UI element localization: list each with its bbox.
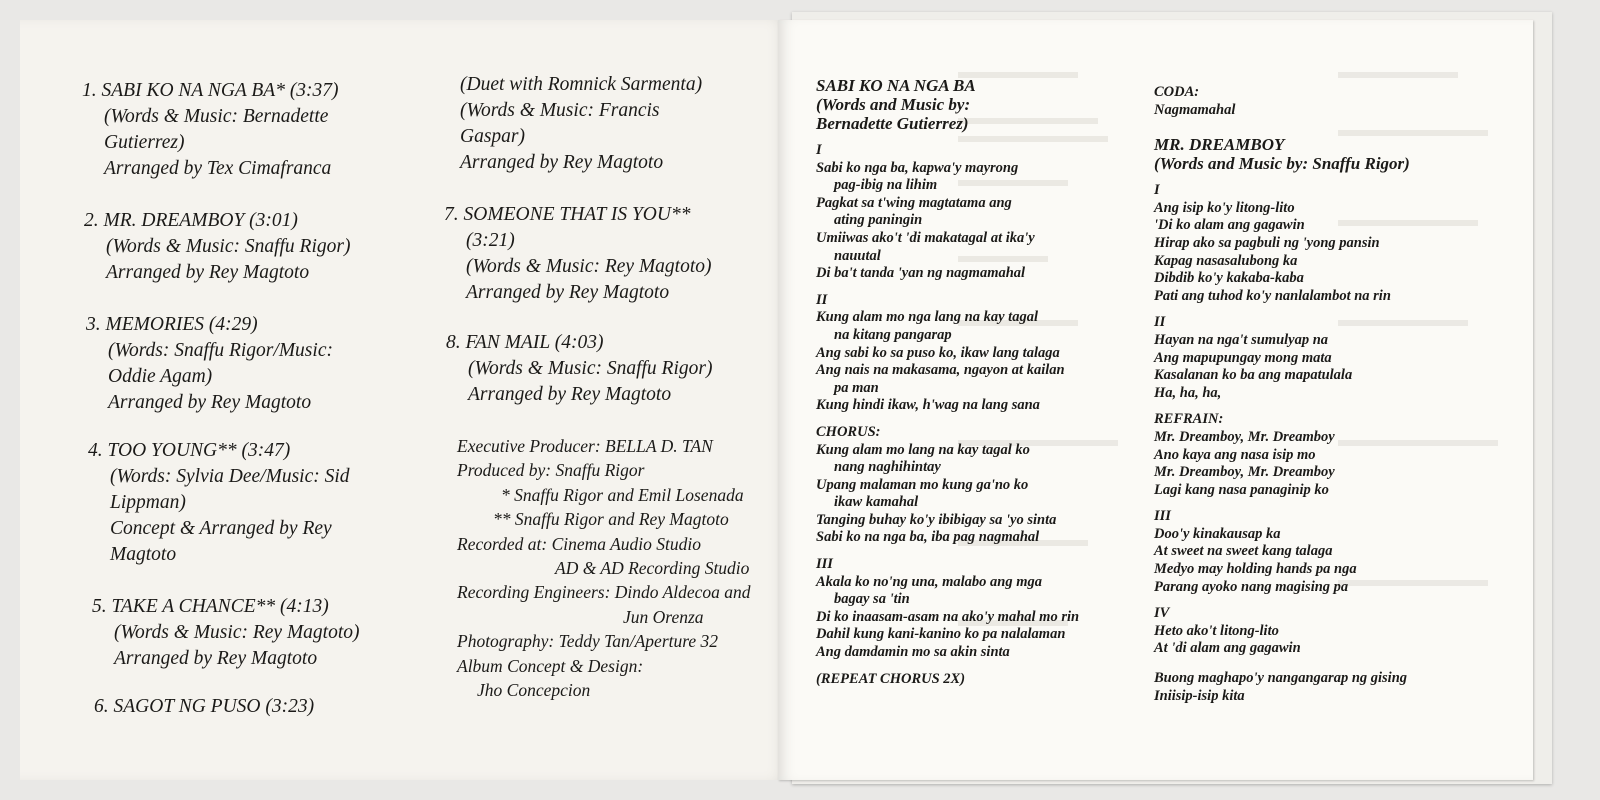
lyric-line: Medyo may holding hands pa nga — [1154, 561, 1357, 578]
song-credit: (Words and Music by: Snaffu Rigor) — [1154, 154, 1410, 174]
lyric-line: Pati ang tuhod ko'y nanlalambot na rin — [1154, 287, 1391, 304]
credit-line: Produced by: Snaffu Rigor — [457, 460, 645, 481]
lyric-line: Di ko inaasam-asam na ako'y mahal mo rin — [816, 608, 1080, 625]
lyric-line: Lagi kang nasa panaginip ko — [1154, 481, 1329, 498]
credit-line: ** Snaffu Rigor and Rey Magtoto — [493, 509, 729, 530]
track-4 — [88, 438, 350, 568]
lyric-line: Hayan na nga't sumulyap na — [1154, 331, 1329, 348]
lyric-line: Ha, ha, ha, — [1154, 384, 1222, 401]
lyric-line: Parang ayoko nang magising pa — [1154, 578, 1349, 595]
section-label: III — [1154, 508, 1171, 525]
verse-1 — [816, 142, 1146, 283]
section-label: III — [816, 556, 833, 573]
verse-3 — [1154, 508, 1494, 596]
credit-line: Recorded at: Cinema Audio Studio — [457, 533, 701, 554]
track-detail: (Duet with Romnick Sarmenta) — [460, 74, 703, 95]
lyric-line: Sabi ko na nga ba, iba pag nagmahal — [816, 529, 1040, 546]
lyric-line: na kitang pangarap — [834, 326, 952, 343]
lyric-line: Ang nais na makasama, ngayon at kailan — [816, 362, 1065, 379]
track-detail: Gutierrez) — [104, 132, 185, 153]
track-detail: Arranged by Rey Magtoto — [468, 384, 672, 405]
lyric-line: Di ba't tanda 'yan ng nagmamahal — [816, 265, 1026, 282]
chorus — [816, 424, 1146, 547]
lyric-line: 'Di ko alam ang gagawin — [1154, 217, 1305, 234]
credit-line: Executive Producer: BELLA D. TAN — [457, 436, 713, 456]
verse-2 — [1154, 314, 1494, 402]
lyric-line: At 'di alam ang gagawin — [1154, 640, 1301, 657]
track-6 — [94, 694, 314, 720]
track-6-continued — [438, 72, 702, 176]
section-label: CHORUS: — [816, 423, 881, 440]
track-detail: (Words & Music: Snaffu Rigor) — [106, 236, 351, 257]
section-label: (REPEAT CHORUS 2X) — [816, 670, 966, 687]
credit-line: Jun Orenza — [623, 606, 704, 627]
lyric-line: Ano kaya ang nasa isip mo — [1154, 446, 1316, 463]
lyric-line: Kung hindi ikaw, h'wag na lang sana — [816, 397, 1040, 414]
repeat-instruction — [816, 671, 1146, 689]
track-detail: (Words & Music: Rey Magtoto) — [466, 256, 712, 277]
track-title: 2. MR. DREAMBOY (3:01) — [84, 210, 298, 231]
track-detail: Arranged by Rey Magtoto — [460, 152, 664, 173]
section-label: II — [816, 291, 828, 308]
song-header — [1154, 135, 1494, 173]
credit-line: Recording Engineers: Dindo Aldecoa and — [457, 582, 751, 603]
song-credit: (Words and Music by: — [816, 95, 971, 114]
track-detail: (Words: Sylvia Dee/Music: Sid — [110, 466, 350, 487]
track-title: 4. TOO YOUNG** (3:47) — [88, 440, 291, 461]
lyric-line: Buong maghapo'y nangangarap ng gising — [1154, 670, 1408, 687]
song-title: SABI KO NA NGA BA — [816, 76, 976, 95]
credit-line: AD & AD Recording Studio — [555, 558, 750, 579]
lyric-line: Kasalanan ko ba ang mapatulala — [1154, 367, 1353, 384]
refrain — [1154, 411, 1494, 499]
lyric-line: Ang isip ko'y litong-lito — [1154, 199, 1295, 216]
track-2 — [84, 208, 350, 286]
credit-line: Jho Concepcion — [477, 680, 591, 701]
track-detail: (Words: Snaffu Rigor/Music: — [108, 340, 333, 361]
lyric-line: Ang mapupungay mong mata — [1154, 349, 1332, 366]
track-detail: Arranged by Rey Magtoto — [466, 282, 670, 303]
track-title: 3. MEMORIES (4:29) — [86, 314, 258, 335]
track-title: 8. FAN MAIL (4:03) — [446, 332, 604, 353]
credit-line: * Snaffu Rigor and Emil Losenada — [501, 484, 744, 505]
track-detail: Arranged by Rey Magtoto — [108, 392, 312, 413]
section-label: IV — [1154, 605, 1170, 622]
section-label: I — [816, 142, 822, 158]
verse-2 — [816, 292, 1146, 415]
track-title: 6. SAGOT NG PUSO (3:23) — [94, 696, 315, 717]
lyric-line: Hirap ako sa pagbuli ng 'yong pansin — [1154, 234, 1380, 251]
lyric-line: Mr. Dreamboy, Mr. Dreamboy — [1154, 428, 1335, 445]
track-detail: Lippman) — [110, 492, 186, 513]
section-label: REFRAIN: — [1154, 411, 1224, 428]
track-title: 7. SOMEONE THAT IS YOU** — [444, 204, 691, 225]
lyric-line: At sweet na sweet kang talaga — [1154, 543, 1333, 560]
verse-3 — [816, 556, 1146, 662]
track-detail: Gaspar) — [460, 126, 526, 147]
track-5 — [92, 594, 360, 672]
lyric-line: Upang malaman mo kung ga'no ko — [816, 476, 1029, 493]
credit-line: Photography: Teddy Tan/Aperture 32 — [457, 631, 719, 652]
track-detail: Concept & Arranged by Rey — [110, 518, 332, 539]
lyric-line: pa man — [834, 379, 879, 396]
song-credit: Bernadette Gutierrez) — [816, 114, 969, 133]
track-detail: Magtoto — [110, 544, 177, 565]
track-detail: (Words & Music: Francis — [460, 100, 660, 121]
lyric-line: Mr. Dreamboy, Mr. Dreamboy — [1154, 464, 1335, 481]
lyric-line: Kapag nasasalubong ka — [1154, 252, 1298, 269]
lyric-line: Dibdib ko'y kakaba-kaba — [1154, 270, 1304, 287]
lyric-line: Sabi ko nga ba, kapwa'y mayrong — [816, 159, 1019, 176]
lyric-line: Ang sabi ko sa puso ko, ikaw lang talaga — [816, 344, 1060, 361]
lyrics-mr-dreamboy — [1154, 84, 1494, 705]
credit-line: Album Concept & Design: — [457, 655, 644, 676]
lyric-line: pag-ibig na lihim — [834, 177, 938, 194]
outro — [1154, 670, 1494, 705]
track-detail: Arranged by Rey Magtoto — [106, 262, 310, 283]
album-credits — [457, 434, 751, 702]
section-label: I — [1154, 182, 1160, 199]
lyric-line: Doo'y kinakausap ka — [1154, 525, 1281, 542]
lyric-line: ating paningin — [834, 212, 923, 229]
verse-4 — [1154, 605, 1494, 658]
lyric-line: Dahil kung kani-kanino ko pa nalalaman — [816, 626, 1066, 643]
track-7 — [444, 202, 712, 306]
lyric-line: ikaw kamahal — [834, 494, 919, 511]
lyric-line: bagay sa 'tin — [834, 591, 910, 608]
coda-line: Nagmamahal — [1154, 101, 1236, 118]
track-1 — [82, 78, 339, 182]
lyric-line: Heto ako't litong-lito — [1154, 622, 1279, 639]
coda-label: CODA: — [1154, 84, 1200, 100]
lyric-line: Kung alam mo nga lang na kay tagal — [816, 309, 1038, 326]
lyric-line: Akala ko no'ng una, malabo ang mga — [816, 573, 1043, 590]
track-detail: Arranged by Tex Cimafranca — [104, 158, 332, 179]
lyric-line: Pagkat sa t'wing magtatama ang — [816, 194, 1012, 211]
lyric-line: Kung alam mo lang na kay tagal ko — [816, 441, 1030, 458]
track-3 — [86, 312, 333, 416]
left-page — [20, 20, 790, 780]
lyric-line: nauutal — [834, 247, 881, 264]
track-detail: (3:21) — [466, 230, 515, 251]
lyric-line: Tanging buhay ko'y ibibigay sa 'yo sinta — [816, 511, 1057, 528]
lyric-line: nang naghihintay — [834, 459, 941, 476]
track-detail: (Words & Music: Rey Magtoto) — [114, 622, 360, 643]
track-title: 1. SABI KO NA NGA BA* (3:37) — [82, 80, 339, 101]
lyric-line: Iniisip-isip kita — [1154, 687, 1245, 704]
verse-1 — [1154, 182, 1494, 305]
track-detail: Oddie Agam) — [108, 366, 213, 387]
track-detail: (Words & Music: Snaffu Rigor) — [468, 358, 713, 379]
track-title: 5. TAKE A CHANCE** (4:13) — [92, 596, 329, 617]
track-8 — [446, 330, 712, 408]
lyric-line: Umiiwas ako't 'di makatagal at ika'y — [816, 229, 1035, 246]
song-title: MR. DREAMBOY — [1154, 135, 1285, 155]
right-page — [778, 20, 1533, 780]
lyric-line: Ang damdamin mo sa akin sinta — [816, 644, 1010, 661]
lyrics-sabi-ko-na-nga-ba — [816, 76, 1146, 688]
track-detail: Arranged by Rey Magtoto — [114, 648, 318, 669]
section-label: II — [1154, 314, 1166, 331]
track-detail: (Words & Music: Bernadette — [104, 106, 329, 127]
